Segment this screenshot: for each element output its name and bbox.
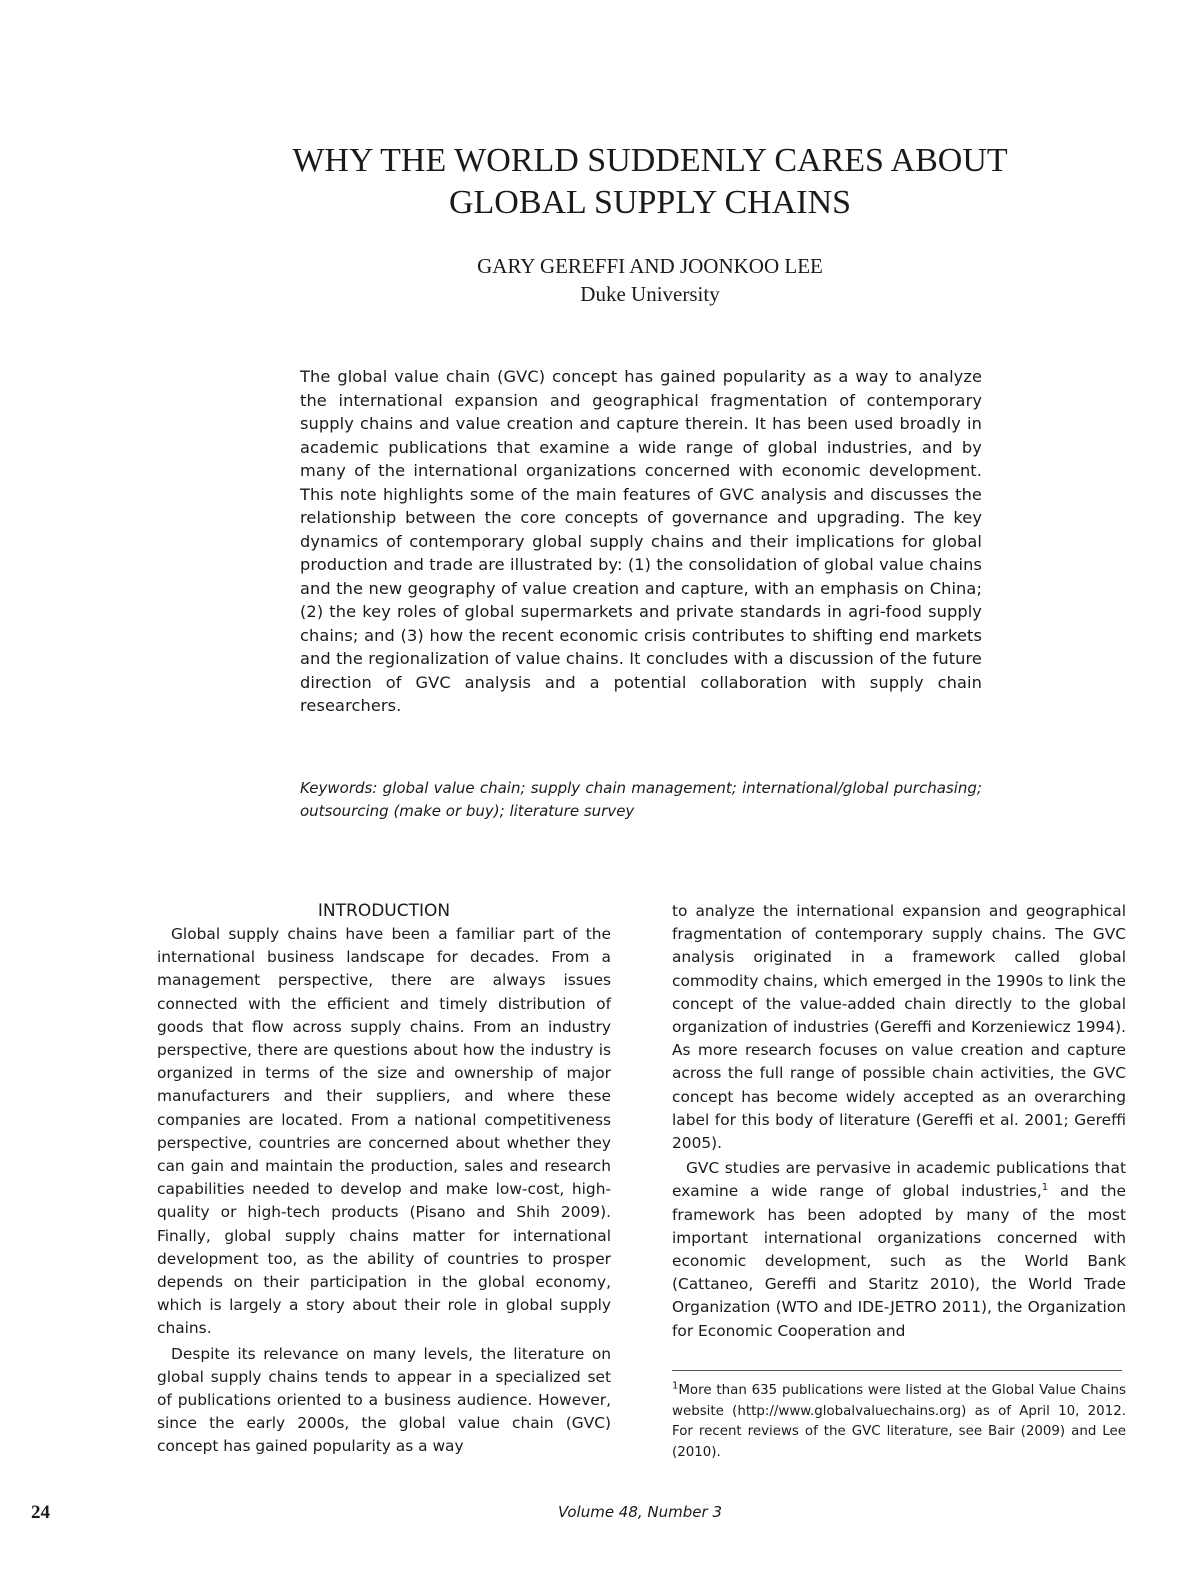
left-column xyxy=(157,900,611,1461)
abstract: The global value chain (GVC) concept has gained popularity as a way to analyze the international expansion and geographical fragmentation of contemporary supply chains and value creation and capture therein. It has been used broadly in academic publications that examine a wide range of global industries, and by many of the international organizations concerned with economic development. This note highlights some of the main features of GVC analysis and discusses the relationship between the core concepts of governance and upgrading. The key dynamics of contemporary global supply chains and their implications for global production and trade are illustrated by: (1) the consolidation of global value chains and the new geography of value creation and capture, with an emphasis on China; (2) the key roles of global supermarkets and private standards in agri-food supply chains; and (3) how the recent economic crisis contributes to shifting end markets and the regionalization of value chains. It concludes with a discussion of the future direction of GVC analysis and a potential collaboration with supply chain researchers. xyxy=(300,367,982,715)
footnote-marker: 1 xyxy=(672,1380,679,1392)
author-block xyxy=(150,252,1150,308)
title-line-1: WHY THE WORLD SUDDENLY CARES ABOUT xyxy=(292,142,1008,179)
footnote-divider xyxy=(672,1370,1122,1371)
right-column xyxy=(672,900,1126,1345)
intro-paragraph-3 xyxy=(672,1157,1126,1343)
paragraph-text-b: and the framework has been adopted by many of the most important international organizations concerned with economic development, such as the World Bank (Cattaneo, Gereffi and Staritz 2010), the World Trade Organization (WTO and IDE-JETRO 2011), the Organization for Economic Cooperation and xyxy=(672,1182,1127,1340)
author-affiliation: Duke University xyxy=(580,282,720,306)
article-title xyxy=(150,140,1150,224)
intro-paragraph-2: Despite its relevance on many levels, the literature on global supply chains tends to appear in a specialized set of publications oriented to a business audience. However, since the early 2000s, the global value chain (GVC) concept has gained popularity as a way xyxy=(157,1344,611,1456)
keywords-text: global value chain; supply chain management; international/global purchasing; outsourcing (make or buy); literature survey xyxy=(300,779,982,820)
section-heading-introduction: INTRODUCTION xyxy=(317,901,451,921)
author-names: GARY GEREFFI AND JOONKOO LEE xyxy=(477,254,823,278)
paragraph-text-a: GVC studies are pervasive in academic publications that examine a wide range of global industries, xyxy=(672,1159,1126,1201)
intro-paragraph-2-continued: to analyze the international expansion and geographical fragmentation of contemporary supply chains. The GVC analysis originated in a framework called global commodity chains, which emerged in the 1990s to link the concept of the value-added chain directly to the global organization of industries (Gereffi and Korzeniewicz 1994). As more research focuses on value creation and capture across the full range of possible chain activities, the GVC concept has become widely accepted as an overarching label for this body of literature (Gereffi et al. 2001; Gereffi 2005). xyxy=(672,902,1126,1153)
footnote xyxy=(672,1381,1126,1463)
footnote-reference: 1 xyxy=(1041,1182,1049,1194)
intro-paragraph-1: Global supply chains have been a familiar part of the international business landscape for decades. From a management perspective, there are always issues connected with the efficient and timely distribution of goods that flow across supply chains. From an industry perspective, there are questions about how the industry is organized in terms of the size and ownership of major manufacturers and their suppliers, and where these companies are located. From a national competitiveness perspective, countries are concerned about whether they can gain and maintain the production, sales and research capabilities needed to develop and make low-cost, high-quality or high-tech products (Pisano and Shih 2009). Finally, global supply chains matter for international development too, as the ability of countries to prosper depends on their participation in the global economy, which is largely a story about their role in global supply chains. xyxy=(157,925,611,1338)
footnote-text: More than 635 publications were listed at the Global Value Chains website (http://www.globalvaluechains.org) as of April 10, 2012. For recent reviews of the GVC literature, see Bair (2009) and Lee (2010). xyxy=(672,1383,1126,1460)
keywords-label: Keywords: xyxy=(300,779,378,797)
keywords xyxy=(300,777,982,823)
page-number: 24 xyxy=(31,1502,50,1523)
journal-volume: Volume 48, Number 3 xyxy=(557,1503,723,1521)
title-line-2: GLOBAL SUPPLY CHAINS xyxy=(448,184,852,221)
